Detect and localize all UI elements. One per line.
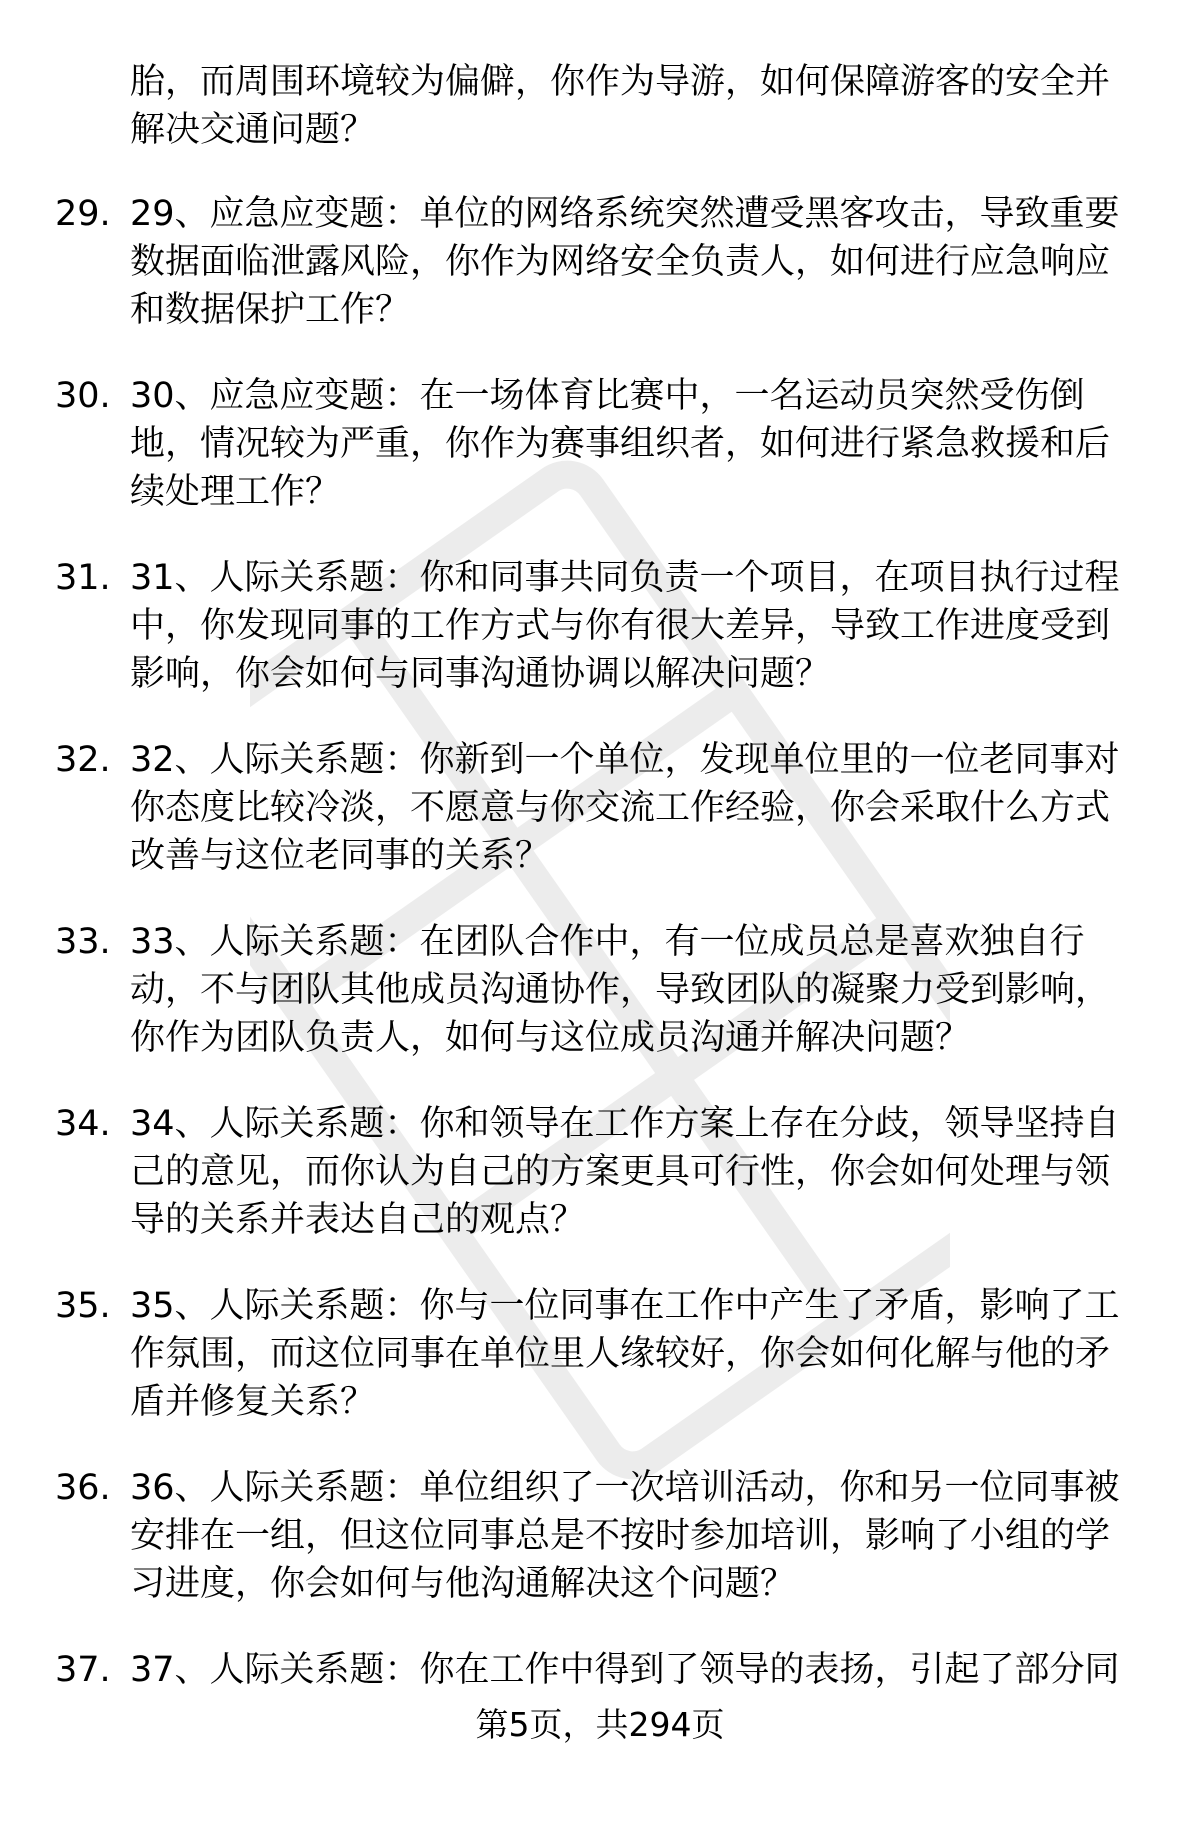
question-text: 31、人际关系题：你和同事共同负责一个项目，在项目执行过程中，你发现同事的工作方式与你有很大差异，导致工作进度受到影响，你会如何与同事沟通协调以解决问题？: [130, 558, 1120, 694]
question-number: 31.: [55, 558, 111, 598]
continuation-paragraph: 胎，而周围环境较为偏僻，你作为导游，如何保障游客的安全并解决交通问题？: [130, 62, 1111, 150]
question-number: 34.: [55, 1104, 111, 1144]
question-text: 37、人际关系题：你在工作中得到了领导的表扬，引起了部分同: [130, 1650, 1120, 1690]
list-item: [0, 1464, 1200, 1646]
question-number: 32.: [55, 740, 111, 780]
question-number: 36.: [55, 1468, 111, 1508]
question-text: 35、人际关系题：你与一位同事在工作中产生了矛盾，影响了工作氛围，而这位同事在单位里人缘较好，你会如何化解与他的矛盾并修复关系？: [130, 1286, 1120, 1422]
question-number: 29.: [55, 194, 111, 234]
list-item: [0, 736, 1200, 918]
question-text: 34、人际关系题：你和领导在工作方案上存在分歧，领导坚持自己的意见，而你认为自己的方案更具可行性，你会如何处理与领导的关系并表达自己的观点？: [130, 1104, 1120, 1240]
list-item: [0, 554, 1200, 736]
question-text: 33、人际关系题：在团队合作中，有一位成员总是喜欢独自行动，不与团队其他成员沟通协作，导致团队的凝聚力受到影响，你作为团队负责人，如何与这位成员沟通并解决问题？: [130, 922, 1111, 1058]
question-number: 33.: [55, 922, 111, 962]
question-number: 35.: [55, 1286, 111, 1326]
question-number: 30.: [55, 376, 111, 416]
list-item: [0, 1282, 1200, 1464]
list-item: [0, 1100, 1200, 1282]
list-item: [0, 190, 1200, 372]
question-text: 36、人际关系题：单位组织了一次培训活动，你和另一位同事被安排在一组，但这位同事总是不按时参加培训，影响了小组的学习进度，你会如何与他沟通解决这个问题？: [130, 1468, 1120, 1604]
question-text: 29、应急应变题：单位的网络系统突然遭受黑客攻击，导致重要数据面临泄露风险，你作为网络安全负责人，如何进行应急响应和数据保护工作？: [130, 194, 1120, 330]
question-text: 30、应急应变题：在一场体育比赛中，一名运动员突然受伤倒地，情况较为严重，你作为赛事组织者，如何进行紧急救援和后续处理工作？: [130, 376, 1111, 512]
question-text: 32、人际关系题：你新到一个单位，发现单位里的一位老同事对你态度比较冷淡，不愿意与你交流工作经验，你会采取什么方式改善与这位老同事的关系？: [130, 740, 1120, 876]
question-number: 37.: [55, 1650, 111, 1690]
page-footer: 第5页，共294页: [475, 1705, 725, 1744]
question-list: [0, 190, 1200, 1828]
list-item: [0, 918, 1200, 1100]
list-item: [0, 372, 1200, 554]
